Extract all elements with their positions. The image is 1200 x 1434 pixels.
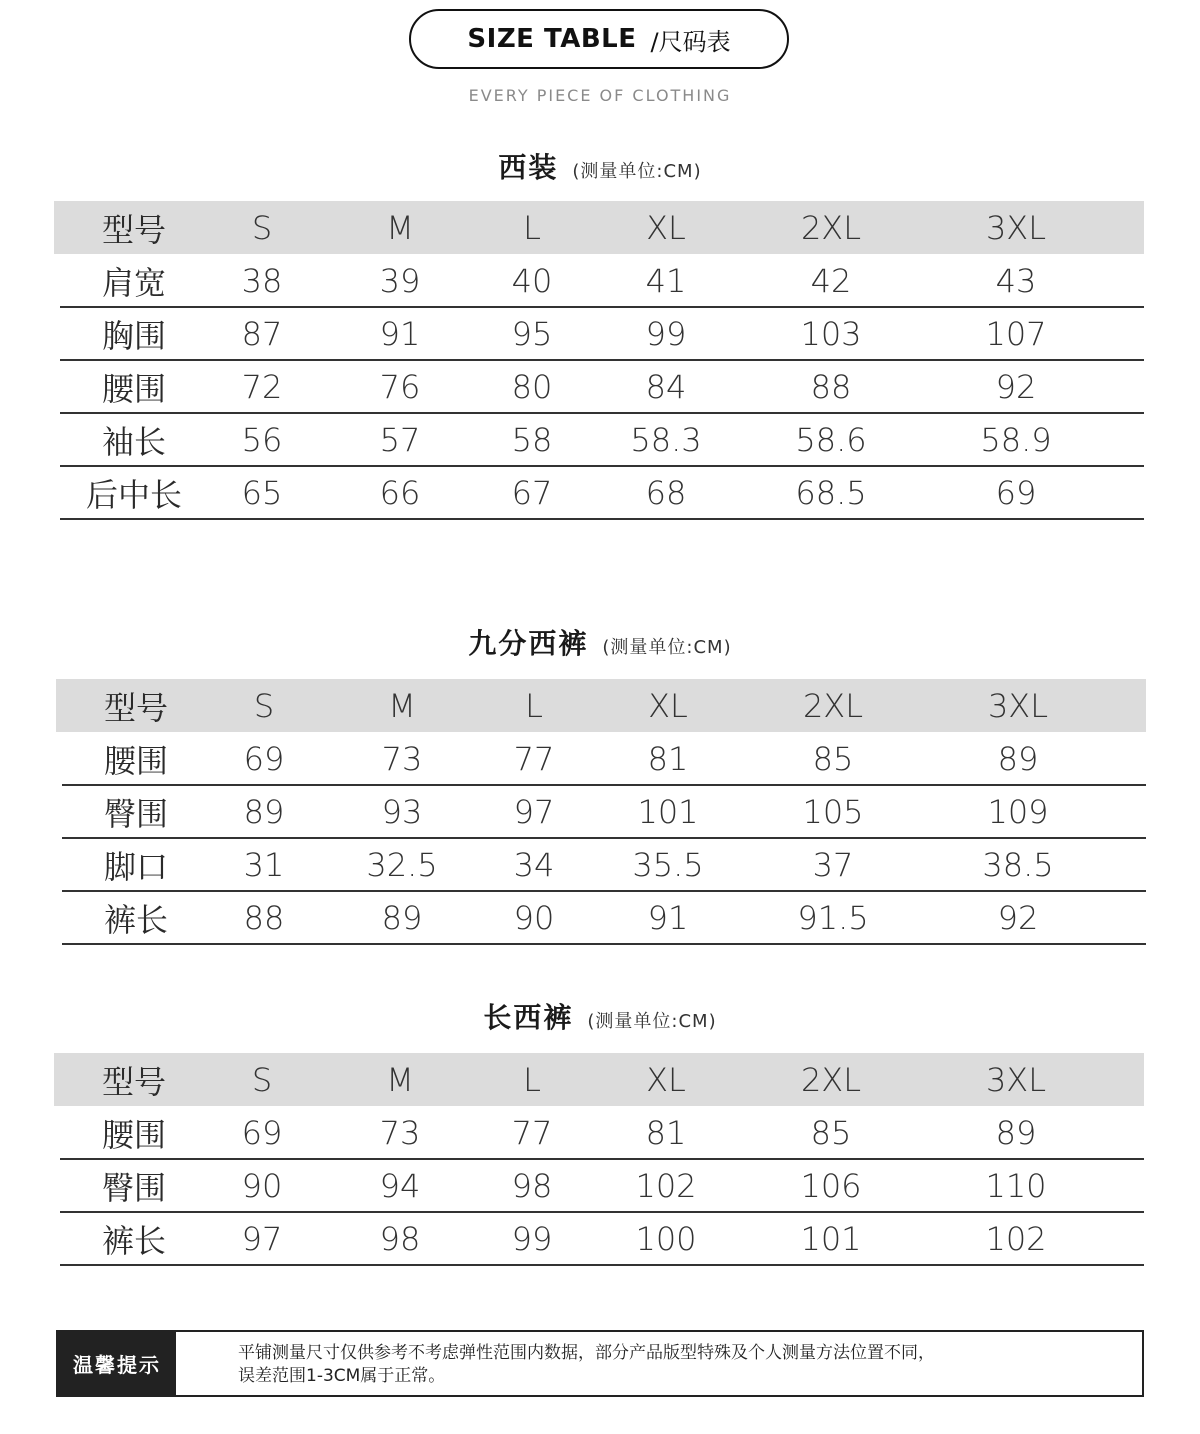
table-row <box>60 1160 1144 1213</box>
measurement-label-cell: 腰围 <box>101 1115 167 1154</box>
measurement-value-cell: 89 <box>997 739 1039 778</box>
measurement-value-cell: 101 <box>637 792 699 831</box>
tip-label: 温馨提示 <box>58 1332 176 1395</box>
measurement-value-cell: 58.6 <box>795 420 867 459</box>
section-unit: (测量单位:CM) <box>587 1011 717 1032</box>
measurement-value-cell: 40 <box>511 261 553 300</box>
table-header-row <box>56 679 1146 732</box>
measurement-label-cell: 腰围 <box>103 741 169 780</box>
size-header-cell: XL <box>648 686 688 725</box>
measurement-value-cell: 91 <box>647 898 689 937</box>
table-row <box>60 1213 1144 1266</box>
measurement-value-cell: 89 <box>995 1113 1037 1152</box>
table-header-row <box>54 201 1144 254</box>
tip-line-2: 误差范围1-3CM属于正常。 <box>238 1366 446 1386</box>
measurement-value-cell: 93 <box>381 792 423 831</box>
measurement-value-cell: 97 <box>241 1219 283 1258</box>
size-header-cell: S <box>251 1060 273 1099</box>
header-pill <box>409 9 789 69</box>
measurement-value-cell: 92 <box>995 367 1037 406</box>
measurement-value-cell: 98 <box>379 1219 421 1258</box>
size-header-cell: 2XL <box>802 686 864 725</box>
size-header-cell: L <box>523 208 541 247</box>
measurement-value-cell: 81 <box>647 739 689 778</box>
measurement-label-cell: 臀围 <box>101 1168 167 1207</box>
measurement-value-cell: 98 <box>511 1166 553 1205</box>
measurement-value-cell: 77 <box>513 739 555 778</box>
section-unit: (测量单位:CM) <box>572 161 702 182</box>
measurement-value-cell: 109 <box>987 792 1049 831</box>
measurement-label-cell: 裤长 <box>103 900 169 939</box>
measurement-value-cell: 69 <box>241 1113 283 1152</box>
header-label-cell: 型号 <box>103 688 169 727</box>
measurement-value-cell: 69 <box>243 739 285 778</box>
tip-box <box>56 1330 1144 1397</box>
size-header-cell: 3XL <box>985 1060 1047 1099</box>
measurement-value-cell: 102 <box>985 1219 1047 1258</box>
measurement-value-cell: 110 <box>985 1166 1047 1205</box>
size-header-cell: S <box>251 208 273 247</box>
size-header-cell: M <box>386 208 414 247</box>
measurement-value-cell: 37 <box>812 845 854 884</box>
measurement-value-cell: 85 <box>812 739 854 778</box>
measurement-value-cell: 106 <box>800 1166 862 1205</box>
table-header-row <box>54 1053 1144 1106</box>
size-header-cell: 3XL <box>985 208 1047 247</box>
measurement-value-cell: 90 <box>513 898 555 937</box>
size-header-cell: M <box>388 686 416 725</box>
table-row <box>60 414 1144 467</box>
size-header-cell: 3XL <box>987 686 1049 725</box>
measurement-value-cell: 77 <box>511 1113 553 1152</box>
header-tagline: EVERY PIECE OF CLOTHING <box>468 86 732 105</box>
table-row <box>62 839 1146 892</box>
section-name: 九分西裤 <box>468 627 589 660</box>
measurement-value-cell: 103 <box>800 314 862 353</box>
table-row <box>60 308 1144 361</box>
size-header-cell: M <box>386 1060 414 1099</box>
measurement-value-cell: 95 <box>511 314 553 353</box>
measurement-value-cell: 80 <box>511 367 553 406</box>
measurement-value-cell: 31 <box>243 845 285 884</box>
section-title <box>0 996 1200 1036</box>
measurement-value-cell: 66 <box>379 473 421 512</box>
measurement-value-cell: 58.3 <box>630 420 702 459</box>
table-row <box>60 255 1144 308</box>
measurement-value-cell: 38.5 <box>982 845 1054 884</box>
header-subtitle: /尺码表 <box>650 27 731 56</box>
measurement-value-cell: 97 <box>513 792 555 831</box>
measurement-label-cell: 裤长 <box>101 1221 167 1260</box>
measurement-value-cell: 38 <box>241 261 283 300</box>
measurement-value-cell: 89 <box>381 898 423 937</box>
measurement-value-cell: 84 <box>645 367 687 406</box>
measurement-value-cell: 88 <box>810 367 852 406</box>
size-header-cell: XL <box>646 208 686 247</box>
measurement-label-cell: 后中长 <box>85 475 183 514</box>
measurement-value-cell: 67 <box>511 473 553 512</box>
size-header-cell: L <box>525 686 543 725</box>
measurement-label-cell: 臀围 <box>103 794 169 833</box>
measurement-value-cell: 105 <box>802 792 864 831</box>
table-row <box>62 786 1146 839</box>
size-header-cell: S <box>253 686 275 725</box>
measurement-value-cell: 102 <box>635 1166 697 1205</box>
measurement-value-cell: 32.5 <box>366 845 438 884</box>
tip-line-1: 平铺测量尺寸仅供参考不考虑弹性范围内数据，部分产品版型特殊及个人测量方法位置不同， <box>238 1343 935 1363</box>
header-label-cell: 型号 <box>101 210 167 249</box>
measurement-value-cell: 65 <box>241 473 283 512</box>
size-header-cell: 2XL <box>800 1060 862 1099</box>
table-row <box>62 733 1146 786</box>
measurement-value-cell: 73 <box>381 739 423 778</box>
measurement-label-cell: 脚口 <box>103 847 169 886</box>
size-header-cell: XL <box>646 1060 686 1099</box>
header-title: SIZE TABLE <box>467 24 637 54</box>
measurement-value-cell: 99 <box>511 1219 553 1258</box>
measurement-value-cell: 81 <box>645 1113 687 1152</box>
section-unit: (测量单位:CM) <box>602 637 732 658</box>
measurement-value-cell: 85 <box>810 1113 852 1152</box>
measurement-value-cell: 101 <box>800 1219 862 1258</box>
measurement-value-cell: 107 <box>985 314 1047 353</box>
section-name: 西装 <box>498 151 559 184</box>
measurement-value-cell: 43 <box>995 261 1037 300</box>
table-row <box>60 467 1144 520</box>
measurement-value-cell: 58 <box>511 420 553 459</box>
measurement-value-cell: 76 <box>379 367 421 406</box>
table-row <box>60 1107 1144 1160</box>
measurement-value-cell: 34 <box>513 845 555 884</box>
header-label-cell: 型号 <box>101 1062 167 1101</box>
measurement-value-cell: 91.5 <box>797 898 869 937</box>
section-title <box>0 622 1200 662</box>
measurement-value-cell: 91 <box>379 314 421 353</box>
measurement-label-cell: 腰围 <box>101 369 167 408</box>
measurement-value-cell: 94 <box>379 1166 421 1205</box>
section-name: 长西裤 <box>483 1001 574 1034</box>
size-header-cell: L <box>523 1060 541 1099</box>
table-row <box>60 361 1144 414</box>
section-title <box>0 146 1200 186</box>
measurement-value-cell: 99 <box>645 314 687 353</box>
measurement-value-cell: 57 <box>379 420 421 459</box>
table-row <box>62 892 1146 945</box>
measurement-value-cell: 35.5 <box>632 845 704 884</box>
measurement-value-cell: 68.5 <box>795 473 867 512</box>
measurement-value-cell: 87 <box>241 314 283 353</box>
measurement-value-cell: 39 <box>379 261 421 300</box>
measurement-value-cell: 41 <box>645 261 687 300</box>
measurement-label-cell: 胸围 <box>101 316 167 355</box>
measurement-value-cell: 69 <box>995 473 1037 512</box>
tip-text <box>176 1332 935 1395</box>
measurement-value-cell: 89 <box>243 792 285 831</box>
measurement-value-cell: 68 <box>645 473 687 512</box>
measurement-value-cell: 73 <box>379 1113 421 1152</box>
measurement-label-cell: 袖长 <box>101 422 167 461</box>
measurement-value-cell: 88 <box>243 898 285 937</box>
measurement-value-cell: 56 <box>241 420 283 459</box>
measurement-value-cell: 58.9 <box>980 420 1052 459</box>
size-header-cell: 2XL <box>800 208 862 247</box>
measurement-value-cell: 72 <box>241 367 283 406</box>
measurement-label-cell: 肩宽 <box>101 263 167 302</box>
measurement-value-cell: 42 <box>810 261 852 300</box>
measurement-value-cell: 100 <box>635 1219 697 1258</box>
measurement-value-cell: 92 <box>997 898 1039 937</box>
measurement-value-cell: 90 <box>241 1166 283 1205</box>
